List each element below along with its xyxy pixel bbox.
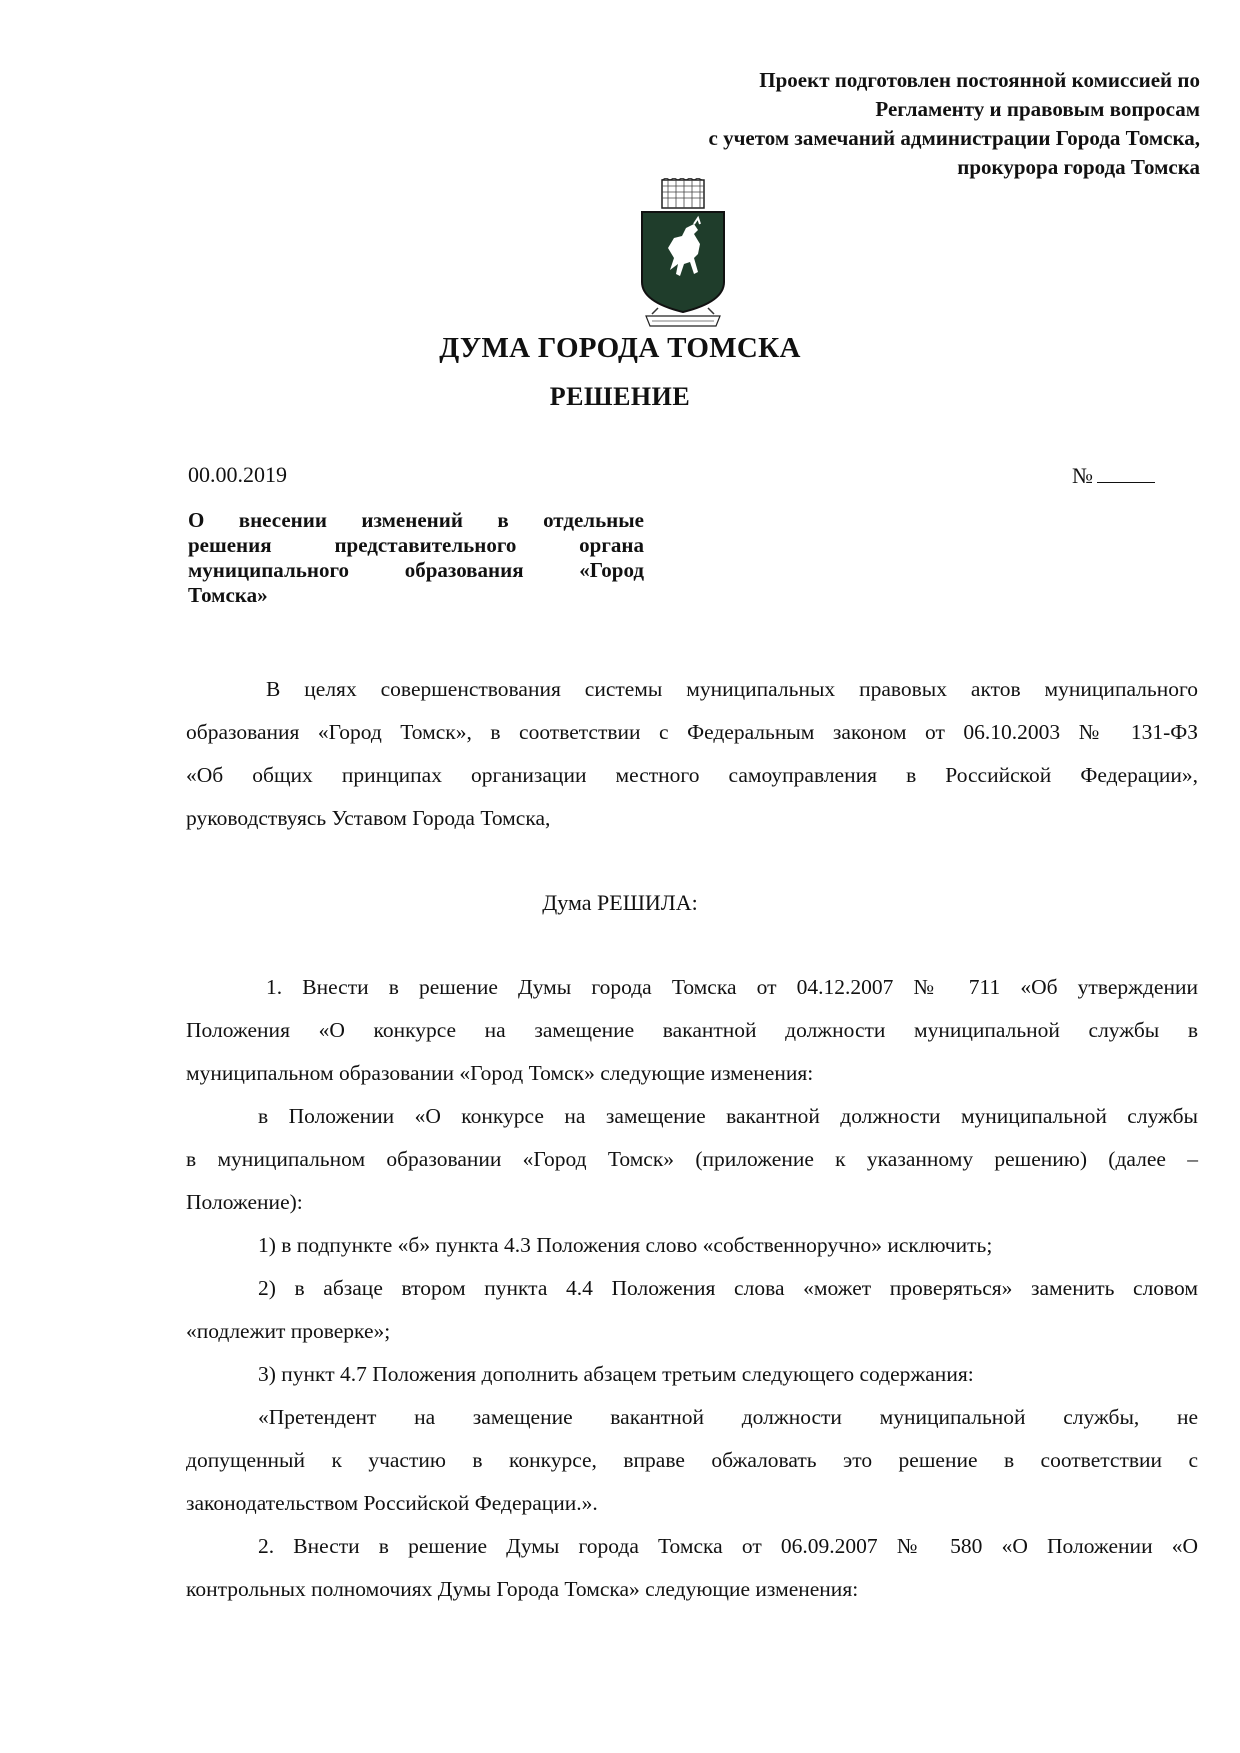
prepared-by-line: Проект подготовлен постоянной комиссией по xyxy=(759,68,1200,92)
organization-title: ДУМА ГОРОДА ТОМСКА xyxy=(439,332,801,364)
body-line: в Положении «О конкурсе на замещение вакантной должности муниципальной службы xyxy=(258,1104,1198,1128)
subject-line: муниципального образования «Город xyxy=(188,558,644,582)
body-line: 3) пункт 4.7 Положения дополнить абзацем третьим следующего содержания: xyxy=(258,1362,974,1386)
resolution-heading: Дума РЕШИЛА: xyxy=(542,890,698,915)
body-line: в муниципальном образовании «Город Томск» (приложение к указанному решению) (далее – xyxy=(186,1147,1198,1171)
subject-line: О внесении изменений в отдельные xyxy=(188,508,644,532)
document-type: РЕШЕНИЕ xyxy=(549,382,691,411)
body-line: «Претендент на замещение вакантной должности муниципальной службы, не xyxy=(258,1405,1198,1429)
prepared-by-note xyxy=(540,66,1200,182)
document-date: 00.00.2019 xyxy=(188,462,287,487)
body-line: законодательством Российской Федерации.». xyxy=(186,1491,598,1515)
body-line: 1. Внести в решение Думы города Томска от 04.12.2007 № 711 «Об утверждении xyxy=(266,975,1198,999)
document-number-label: № xyxy=(1072,463,1093,488)
document-number-blank xyxy=(1097,462,1155,483)
coat-of-arms-icon xyxy=(628,178,738,338)
body-line: «подлежит проверке»; xyxy=(186,1319,391,1343)
body-line: Положение): xyxy=(186,1190,303,1214)
prepared-by-line: Регламенту и правовым вопросам xyxy=(875,97,1200,121)
body-line: Положения «О конкурсе на замещение вакантной должности муниципальной службы в xyxy=(186,1018,1198,1042)
prepared-by-line: прокурора города Томска xyxy=(957,155,1200,179)
decision-body xyxy=(186,966,1198,1611)
body-line: допущенный к участию в конкурсе, вправе обжаловать это решение в соответствии с xyxy=(186,1448,1198,1472)
document-number xyxy=(1072,462,1155,489)
preamble-line: В целях совершенствования системы муниципальных правовых актов муниципального xyxy=(266,677,1198,701)
body-line: 2) в абзаце втором пункта 4.4 Положения слова «может проверяться» заменить словом xyxy=(258,1276,1198,1300)
subject-line: решения представительного органа xyxy=(188,533,644,557)
preamble-line: образования «Город Томск», в соответствии с Федеральным законом от 06.10.2003 № 131-ФЗ xyxy=(186,720,1198,744)
document-subject xyxy=(188,508,644,608)
subject-line: Томска» xyxy=(188,583,268,607)
preamble-line: «Об общих принципах организации местного самоуправления в Российской Федерации», xyxy=(186,763,1198,787)
body-line: муниципальном образовании «Город Томск» следующие изменения: xyxy=(186,1061,814,1085)
body-line: 2. Внести в решение Думы города Томска от 06.09.2007 № 580 «О Положении «О xyxy=(258,1534,1198,1558)
preamble-paragraph xyxy=(186,668,1198,840)
preamble-line: руководствуясь Уставом Города Томска, xyxy=(186,806,551,830)
prepared-by-line: с учетом замечаний администрации Города Томска, xyxy=(708,126,1200,150)
body-line: контрольных полномочиях Думы Города Томска» следующие изменения: xyxy=(186,1577,859,1601)
body-line: 1) в подпункте «б» пункта 4.3 Положения слово «собственноручно» исключить; xyxy=(258,1233,993,1257)
